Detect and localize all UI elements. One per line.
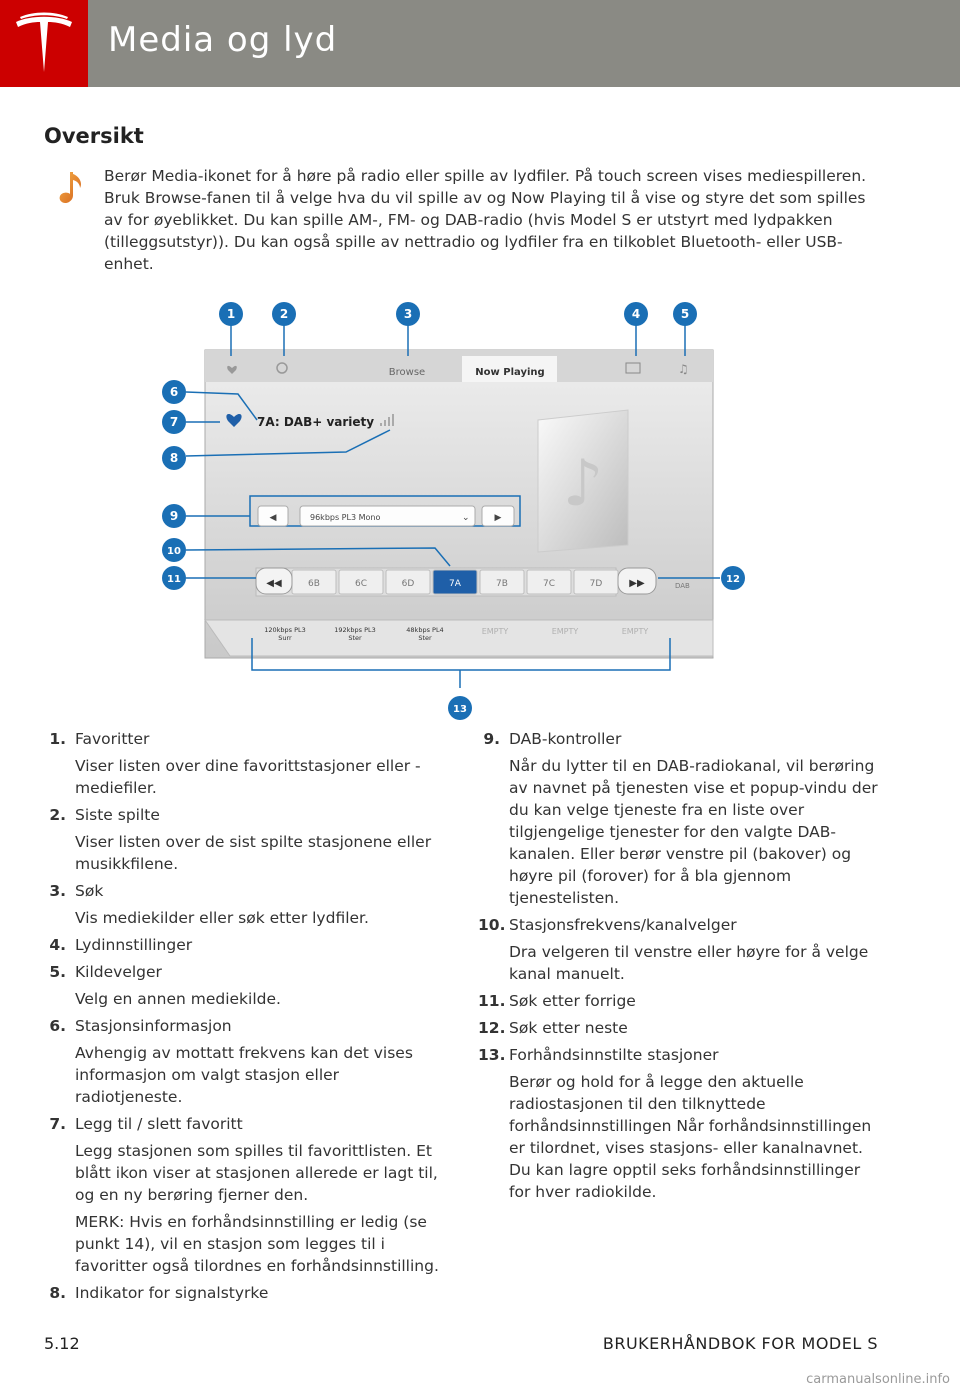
legend-item: [44, 880, 444, 902]
legend-title: Lydinnstillinger: [75, 936, 193, 954]
legend-number: 9.: [483, 730, 500, 748]
legend-number: 6.: [49, 1017, 66, 1035]
legend-title: Stasjonsfrekvens/kanalvelger: [509, 916, 737, 934]
legend-title: DAB-kontroller: [509, 730, 622, 748]
signal-bar-2: [384, 420, 386, 426]
legend-number: 7.: [49, 1115, 66, 1133]
channel-label: 7D: [589, 579, 603, 589]
legend-description: Berør og hold for å legge den aktuelle radiostasjonen til den tilknyttede forhåndsinnstillingen Når forhåndsinnstillingen er tilordnet, vises stasjons- eller kanalnavnet. Du kan lagre opptil seks forhåndsinnstillinger for hver radiokilde.: [509, 1073, 872, 1201]
signal-bar-1: [380, 423, 382, 426]
legend-number: 2.: [49, 806, 66, 824]
legend-title: Søk etter forrige: [509, 992, 636, 1010]
channel-label: 7C: [542, 579, 556, 589]
channel-label: 7B: [496, 579, 508, 589]
legend-item: [44, 934, 444, 956]
legend-number: 4.: [49, 936, 66, 954]
tab-browse: Browse: [388, 367, 426, 378]
callout-number: 11: [167, 574, 181, 585]
legend-description: MERK: Hvis en forhåndsinnstilling er ledig (se punkt 14), vil en stasjon som legges til i favoritter også tilordnes en forhåndsinnstilling.: [75, 1213, 439, 1275]
legend-item: [478, 1017, 878, 1039]
section-title: Oversikt: [44, 124, 144, 148]
legend-number: 1.: [49, 730, 66, 748]
media-player-figure: [150, 290, 770, 720]
svg-text:▶▶: ▶▶: [629, 578, 645, 589]
tab-now-playing-label: Now Playing: [475, 367, 545, 378]
legend-title: Favoritter: [75, 730, 150, 748]
callout-number: 12: [726, 574, 740, 585]
legend-description: Avhengig av mottatt frekvens kan det vises informasjon om valgt stasjon eller radiotjeneste.: [75, 1044, 413, 1106]
legend-title: Forhåndsinnstilte stasjoner: [509, 1046, 719, 1064]
legend-title: Kildevelger: [75, 963, 162, 981]
legend-title: Legg til / slett favoritt: [75, 1115, 243, 1133]
page-title: Media og lyd: [108, 20, 338, 60]
preset-label-2: Surr: [278, 634, 292, 642]
legend-item: [478, 1044, 878, 1066]
preset-label: 48kbps PL4: [406, 626, 444, 634]
svg-text:▶: ▶: [494, 513, 502, 523]
station-name: 7A: DAB+ variety: [257, 415, 375, 429]
music-note-icon: [52, 168, 92, 208]
legend-title: Stasjonsinformasjon: [75, 1017, 232, 1035]
callout-number: 4: [631, 307, 641, 321]
legend-item: [44, 1015, 444, 1037]
manual-title: BRUKERHÅNDBOK FOR MODEL S: [602, 1334, 878, 1353]
legend-item: [44, 961, 444, 983]
channel-label: 6B: [308, 579, 320, 589]
legend-number: 12.: [478, 1019, 506, 1037]
svg-text:⌄: ⌄: [462, 513, 470, 523]
callout-number: 6: [169, 385, 179, 399]
band-label: DAB: [675, 582, 690, 590]
callout-number: 5: [680, 307, 690, 321]
callout-number: 10: [167, 546, 181, 557]
callout-number: 9: [169, 509, 179, 523]
dab-service: 96kbps PL3 Mono: [310, 513, 381, 522]
legend-number: 5.: [49, 963, 66, 981]
callout-number: 3: [403, 307, 413, 321]
watermark: carmanualsonline.info: [806, 1372, 950, 1387]
legend-number: 11.: [478, 992, 506, 1010]
legend-description: Viser listen over de sist spilte stasjonene eller musikkfilene.: [75, 833, 432, 873]
legend-item: [44, 1282, 444, 1304]
legend-number: 10.: [478, 916, 506, 934]
svg-text:◀: ◀: [269, 513, 277, 523]
legend-right: [478, 728, 878, 1208]
legend-title: Indikator for signalstyrke: [75, 1284, 269, 1302]
preset-label: 192kbps PL3: [334, 626, 376, 634]
legend-title: Siste spilte: [75, 806, 160, 824]
legend-item: [478, 990, 878, 1012]
legend-description: Legg stasjonen som spilles til favorittlisten. Et blått ikon viser at stasjonen allerede er lagt til, og en ny berøring fjerner den.: [75, 1142, 438, 1204]
svg-text:◀◀: ◀◀: [266, 578, 282, 589]
legend-number: 13.: [478, 1046, 506, 1064]
legend-description: Når du lytter til en DAB-radiokanal, vil berøring av navnet på tjenesten vise et popup-vindu der du kan velge tjeneste fra en liste over tilgjengelige tjenester for den valgte DAB-kanalen. Eller berør venstre pil (bakover) og høyre pil (forover) for å bla gjennom tjenestelisten.: [509, 757, 878, 907]
channel-label: 6C: [354, 579, 368, 589]
channel-label: 7A: [449, 579, 461, 589]
legend-item: [478, 728, 878, 750]
callout-number: 13: [453, 704, 467, 715]
legend-number: 3.: [49, 882, 66, 900]
legend-item: [44, 1113, 444, 1135]
callout-number: 2: [279, 307, 289, 321]
legend-description: Vis mediekilder eller søk etter lydfiler.: [75, 909, 369, 927]
intro-text: Berør Media-ikonet for å høre på radio eller spille av lydfiler. På touch screen vises mediespilleren. Bruk Browse-fanen til å velge hva du vil spille av og Now Playing til å vise og styre det som spilles av for øyeblikket. Du kan spille AM-, FM- og DAB-radio (hvis Model S er utstyrt med lydpakken (tilleggsutstyr)). Du kan også spille av nettradio og lydfiler fra en tilkoblet Bluetooth- eller USB-enhet.: [104, 167, 867, 273]
legend-description: Viser listen over dine favorittstasjoner eller -mediefiler.: [75, 757, 421, 797]
legend-title: Søk: [75, 882, 104, 900]
preset-label: EMPTY: [621, 627, 649, 636]
legend-title: Søk etter neste: [509, 1019, 628, 1037]
callout-number: 7: [169, 415, 179, 429]
signal-bar-4: [392, 414, 394, 426]
legend-item: [44, 804, 444, 826]
legend-number: 8.: [49, 1284, 66, 1302]
preset-label: 120kbps PL3: [264, 626, 306, 634]
channel-strip: [292, 570, 618, 594]
legend-description: Velg en annen mediekilde.: [75, 990, 281, 1008]
channel-label: 6D: [401, 579, 415, 589]
callout-number: 8: [169, 451, 179, 465]
preset-label: EMPTY: [481, 627, 509, 636]
preset-label-2: Ster: [418, 634, 432, 642]
legend-description: Dra velgeren til venstre eller høyre for å velge kanal manuelt.: [509, 943, 869, 983]
source-icon: ♫: [678, 362, 689, 376]
touch-screen: [205, 350, 713, 658]
page-number: 5.12: [44, 1334, 80, 1353]
header-bar: [0, 0, 960, 87]
signal-bar-3: [388, 417, 390, 426]
legend-item: [44, 728, 444, 750]
legend-left: [44, 728, 444, 1309]
callout-number: 1: [226, 307, 236, 321]
tesla-logo: [0, 0, 88, 87]
preset-label-2: Ster: [348, 634, 362, 642]
album-note-icon: ♪: [562, 447, 604, 521]
preset-label: EMPTY: [551, 627, 579, 636]
legend-item: [478, 914, 878, 936]
